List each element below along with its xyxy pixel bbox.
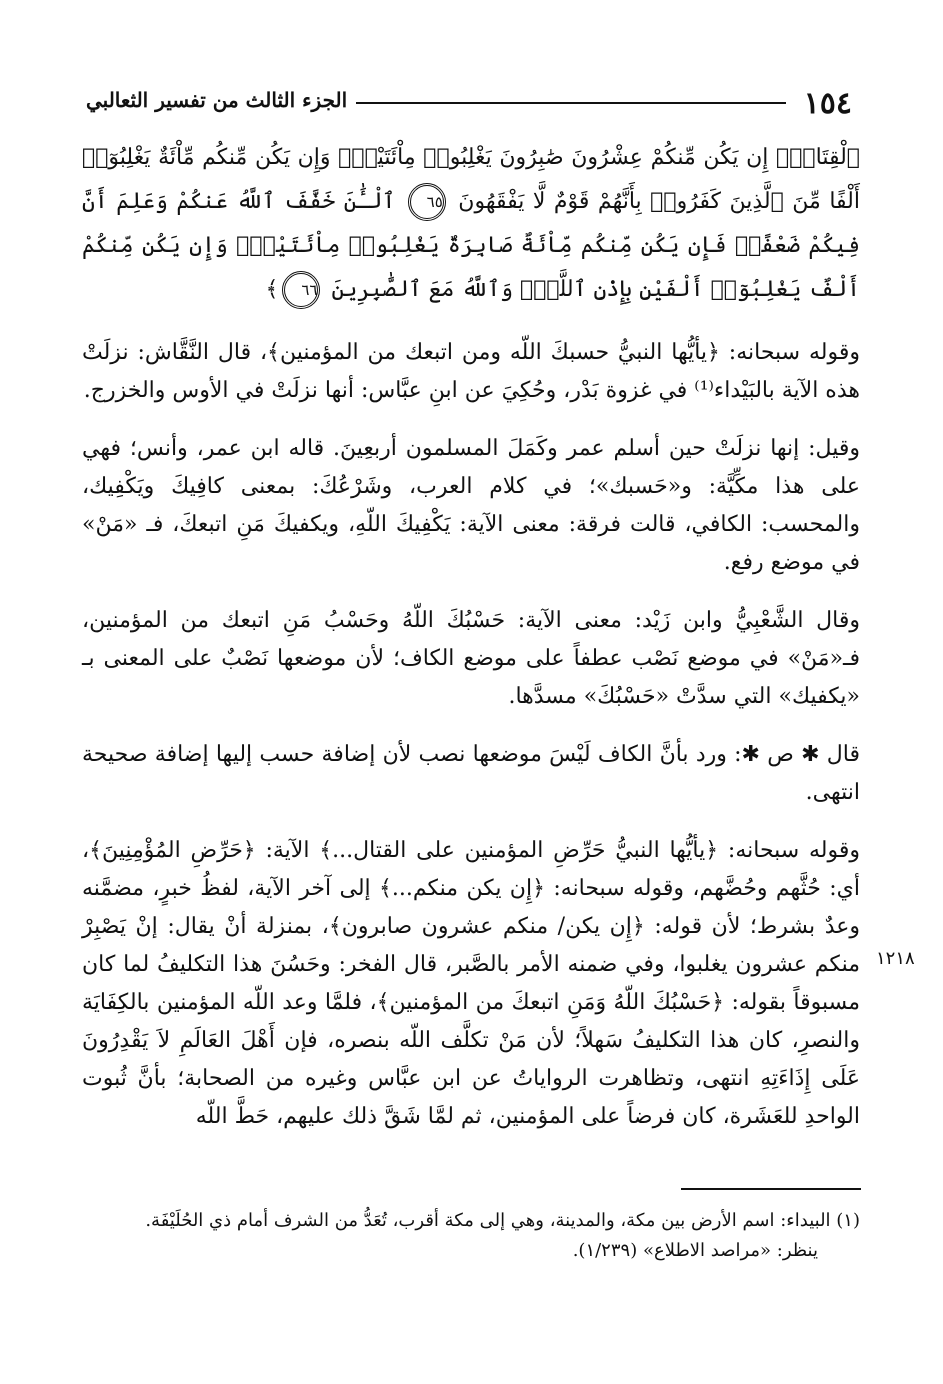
page-body xyxy=(82,136,860,1156)
quran-passage xyxy=(82,136,860,312)
running-title: الجزء الثالث من تفسير الثعالبي xyxy=(86,88,348,112)
page-header xyxy=(86,84,852,128)
commentary-paragraph: وقوله سبحانه: ﴿يأيُّها النبيُّ حَرِّضِ المؤمنين على القتال...﴾ الآية: ﴿حَرِّضِ المُؤْمِنِينَ﴾، أي: حُثَّهم وحُضَّهم، وقوله سبحانه: ﴿إِن يكن منكم...﴾ إلى آخر الآية، لفظُ خبرٍ، مضمَّنه وعدٌ بشرط؛ لأن قوله: ﴿إِن يكن/ منكم عشرون صابرون﴾، بمنزلة أنْ يقال: إنْ يَصْبِرْ منكم عشرون يغلبوا، وفي ضمنه الأمر بالصَّبر، قال الفخر: وحَسُنَ هذا التكليفُ لما كان مسبوقاً بقوله: ﴿حَسْبُكَ اللّهُ وَمَنِ اتبعكَ من المؤمنين﴾، فلمَّا وعد اللّه المؤمنين بالكِفَايَة والنصرِ، كان هذا التكليفُ سَهلاً؛ لأن مَنْ تكلَّف اللّه بنصره، فإن أَهْلَ العَالَمِ لاَ يَقْدِرُونَ عَلَى إِذَاءَتِهِ انتهى، وتظاهرت الرواياتُ عن ابن عبَّاس وغيره من الصحابة؛ بأنَّ ثُبوت الواحدِ للعَشَرة، كان فرضاً على المؤمنين، ثم لمَّا شَقَّ ذلك عليهم، حَطَّ اللّه xyxy=(82,838,860,1129)
footnote xyxy=(82,1206,860,1266)
ayah-number-mark: ٦٦ xyxy=(282,271,320,309)
commentary-paragraph: وقيل: إنها نزلَتْ حين أسلم عمر وكَمَلَ المسلمون أربعِينَ. قاله ابن عمر، وأنس؛ فهي على هذا مكِّيَّة: و«حَسبك»؛ في كلام العرب، وشَرْعُكَ: بمعنى كافِيكَ ويَكْفِيك، والمحسب: الكافي، قالت فرقة: معنى الآية: يَكْفِيكَ اللّهِ، ويكفيكَ مَنِ اتبعكَ، فـ «مَنْ» في موضع رفع. xyxy=(82,436,860,575)
footnote-line: (١) البيداء: اسم الأرض بين مكة، والمدينة، وهي إلى مكة أقرب، تُعَدُّ من الشرف أمام ذي الحُلَيْفَة. xyxy=(145,1210,860,1231)
footnote-rule xyxy=(681,1188,861,1190)
footnote-reference: ينظر: «مراصد الاطلاع» (١/٢٣٩). xyxy=(572,1240,818,1261)
margin-page-reference: ١٢١٨ xyxy=(876,948,915,969)
quran-close-bracket: ﴾ xyxy=(265,277,279,302)
page-number: ١٥٤ xyxy=(803,86,852,121)
commentary-paragraph: وقال الشَّعْبِيُّ وابن زَيْد: معنى الآية: حَسْبُكَ اللّهُ وحَسْبُ مَنِ اتبعك من المؤمنين، فـ«مَنْ» في موضع نَصْب عطفاً على موضع الكاف؛ لأن موضعها نَصْبٌ على المعنى بـ «يكفيك» التي سدَّتْ «حَسْبُكَ» مسدَّها. xyxy=(82,608,860,709)
commentary-paragraph: وقوله سبحانه: ﴿يأيُّها النبيُّ حسبكَ اللّه ومن اتبعك من المؤمنين﴾، قال النَّقَّاش: نزلَتْ هذه الآية بالبَيْداء⁽¹⁾ في غزوة بَدْر، وحُكِيَ عن ابنِ عبَّاس: أنها نزلَتْ في الأوس والخزرج. xyxy=(82,340,860,403)
commentary-paragraph: قال ✱ ص ✱: ورد بأنَّ الكاف لَيْسَ موضعها نصب لأن إضافة حسب إليها إضافة صحيحة انتهى. xyxy=(82,742,860,805)
ayah-number-mark: ٦٥ xyxy=(408,183,446,221)
header-rule xyxy=(356,102,786,104)
quran-text-a: ٱلْقِتَالِۚ إِن يَكُن مِّنكُمْ عِشْرُونَ صَٰبِرُونَ يَغْلِبُوا۟ مِاْئَتَيْنِۚ وَإِن يَكُن مِّنكُم مِّاْئَةٌ يَغْلِبُوٓا۟ أَلْفًا مِّنَ ٱلَّذِينَ كَفَرُوا۟ بِأَنَّهُمْ قَوْمٌ لَّا يَفْقَهُونَ xyxy=(82,145,860,214)
quran-text-b: ٱلْـَٰٔنَ خَفَّفَ ٱللَّهُ عَنكُمْ وَعَلِمَ أَنَّ فِيكُمْ ضَعْفًاۚ فَإِن يَكُن مِّنكُم مِّاْئَةٌ صَابِرَةٌ يَغْلِبُوا۟ مِاْئَتَيْنِۚ وَإِن يَكُن مِّنكُمْ أَلْفٌ يَغْلِبُوٓا۟ أَلْفَيْنِ بِإِذْنِ ٱللَّهِۗ وَٱللَّهُ مَعَ ٱلصَّٰبِرِينَ xyxy=(82,189,860,302)
